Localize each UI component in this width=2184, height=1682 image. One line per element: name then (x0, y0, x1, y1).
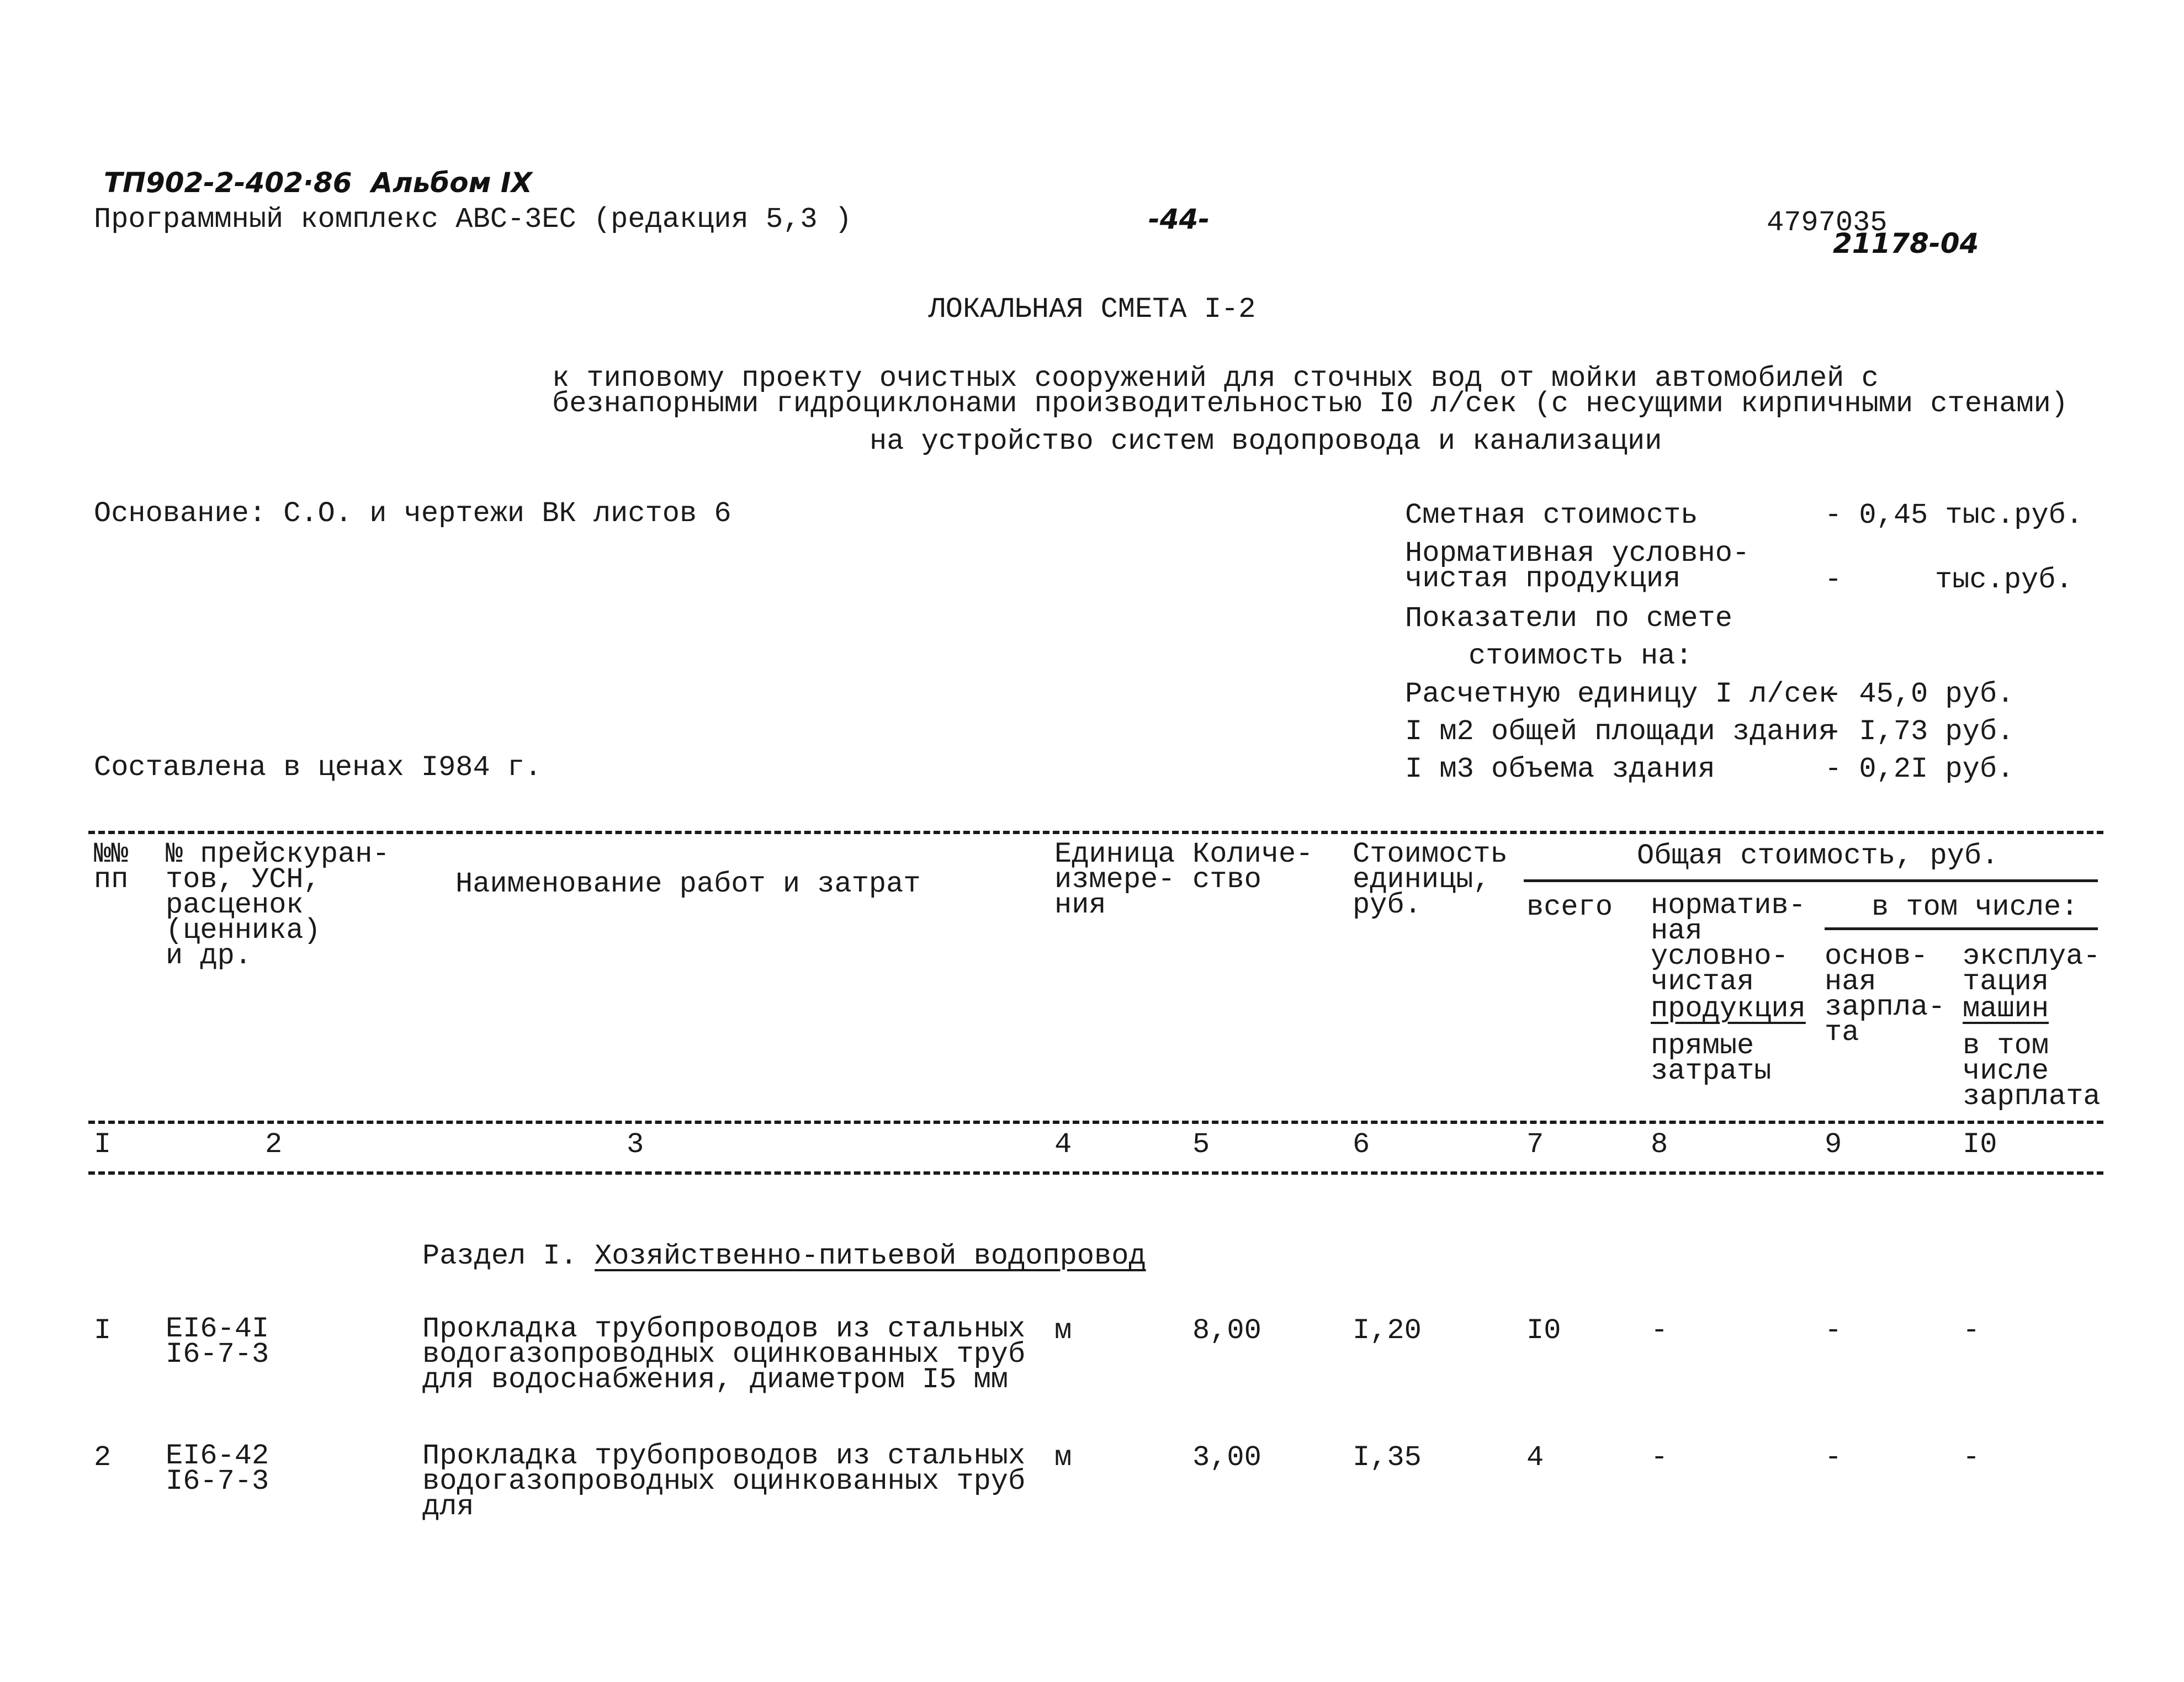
header-including: в том числе: (1872, 891, 2079, 924)
normative-product-label: Нормативная условно- чистая продукция (1405, 537, 1750, 595)
row-2-normative: - (1651, 1441, 1668, 1474)
row-1-name: Прокладка трубопроводов из стальных водогазопроводных оцинкованных труб для водоснабжения, диаметром I5 мм (422, 1313, 1026, 1396)
title-line-1: к типовому проекту очистных сооружений для сточных вод от мойки автомобилей с (552, 362, 1879, 395)
header-bottom-rule (88, 1121, 2103, 1124)
header-machines: машин (1963, 993, 2049, 1025)
row-1-total: I0 (1526, 1314, 1561, 1347)
estimated-cost-label: Сметная стоимость (1405, 499, 1698, 532)
volume-indicator-value: - 0,2I руб. (1825, 753, 2015, 786)
document-number: 21178-04 (1833, 227, 1979, 259)
col-number-6: 6 (1353, 1128, 1370, 1161)
area-indicator-value: - I,73 руб. (1825, 715, 2015, 748)
header-unit-cost: Стоимость единицы, руб. (1353, 838, 1508, 921)
row-1-unit-cost: I,20 (1353, 1314, 1422, 1347)
header-machine-operation: эксплуа- тация (1963, 940, 2101, 998)
price-level-text: Составлена в ценах I984 г. (94, 751, 542, 784)
header-total: всего (1526, 891, 1613, 924)
row-2-number: 2 (94, 1441, 112, 1474)
program-name: Программный комплекс АВС-3ЕС (редакция 5,3 ) (94, 203, 852, 236)
page-number: -44- (1148, 203, 1210, 235)
row-1-normative: - (1651, 1314, 1668, 1347)
row-1-unit: м (1054, 1314, 1072, 1347)
row-2-unit: м (1054, 1441, 1072, 1474)
title-line-3: на устройство систем водопровода и канализации (870, 425, 1662, 458)
section-prefix: Раздел I. (422, 1240, 595, 1272)
group-rule (1524, 879, 2098, 882)
header-base-wages: основ- ная зарпла- та (1825, 940, 1946, 1049)
section-heading (422, 1242, 1146, 1271)
row-1-quantity: 8,00 (1192, 1314, 1261, 1347)
volume-indicator-label: I м3 объема здания (1405, 753, 1715, 786)
album-reference: ТП902-2-402·86 Альбом IX (104, 167, 533, 199)
header-normative: норматив- ная условно- чистая (1651, 889, 1806, 998)
col-number-2: 2 (265, 1128, 283, 1161)
row-2-unit-cost: I,35 (1353, 1441, 1422, 1474)
col-number-rule (88, 1171, 2103, 1175)
col-number-9: 9 (1825, 1128, 1842, 1161)
normative-product-unit: тыс.руб. (1935, 564, 2073, 596)
col-number-3: 3 (627, 1128, 644, 1161)
document-code: 4797035 (1767, 206, 1888, 239)
row-2-machines: - (1963, 1441, 1980, 1474)
page-title: ЛОКАЛЬНАЯ СМЕТА I-2 (928, 293, 1256, 326)
including-rule (1825, 927, 2098, 930)
header-unit: Единица измере- ния (1054, 838, 1175, 921)
col-number-5: 5 (1192, 1128, 1210, 1161)
unit-indicator-label: Расчетную единицу I л/сек (1405, 678, 1836, 710)
row-2-wages: - (1825, 1441, 1842, 1474)
header-total-cost-group: Общая стоимость, руб. (1637, 840, 1999, 872)
col-number-8: 8 (1651, 1128, 1668, 1161)
col-number-10: I0 (1963, 1128, 1997, 1161)
section-title: Хозяйственно-питьевой водопровод (595, 1240, 1146, 1272)
row-2-quantity: 3,00 (1192, 1441, 1261, 1474)
basis-text: Основание: С.О. и чертежи ВК листов 6 (94, 497, 731, 530)
header-work-name: Наименование работ и затрат (455, 868, 921, 900)
normative-product-dash: - (1825, 564, 1842, 596)
estimated-cost-value: - 0,45 тыс.руб. (1825, 499, 2084, 532)
cost-per-label: стоимость на: (1469, 640, 1693, 672)
row-1-number: I (94, 1314, 112, 1347)
unit-indicator-value: - 45,0 руб. (1825, 678, 2015, 710)
header-normative-product: продукция (1651, 993, 1806, 1025)
header-price-reference: № прейскуран- тов, УСН, расценок (ценника) и др. (166, 838, 390, 972)
header-row-number: №№ пп (94, 838, 129, 896)
row-2-total: 4 (1526, 1441, 1544, 1474)
header-direct-costs: прямые затраты (1651, 1030, 1772, 1087)
header-quantity: Количе- ство (1192, 838, 1313, 896)
table-top-rule (88, 831, 2103, 834)
area-indicator-label: I м2 общей площади здания (1405, 715, 1836, 748)
row-1-machines: - (1963, 1314, 1980, 1347)
col-number-4: 4 (1054, 1128, 1072, 1161)
row-1-reference: ЕI6-4I I6-7-3 (166, 1313, 269, 1371)
row-1-wages: - (1825, 1314, 1842, 1347)
indicators-label: Показатели по смете (1405, 602, 1732, 635)
header-machine-wages: в том числе зарплата (1963, 1030, 2101, 1113)
col-number-7: 7 (1526, 1128, 1544, 1161)
col-number-1: I (94, 1128, 112, 1161)
row-2-reference: ЕI6-42 I6-7-3 (166, 1440, 269, 1498)
title-line-2: безнапорными гидроциклонами производительностью I0 л/сек (с несущими кирпичными стенами) (552, 388, 2069, 420)
row-2-name: Прокладка трубопроводов из стальных водогазопроводных оцинкованных труб для (422, 1440, 1026, 1523)
